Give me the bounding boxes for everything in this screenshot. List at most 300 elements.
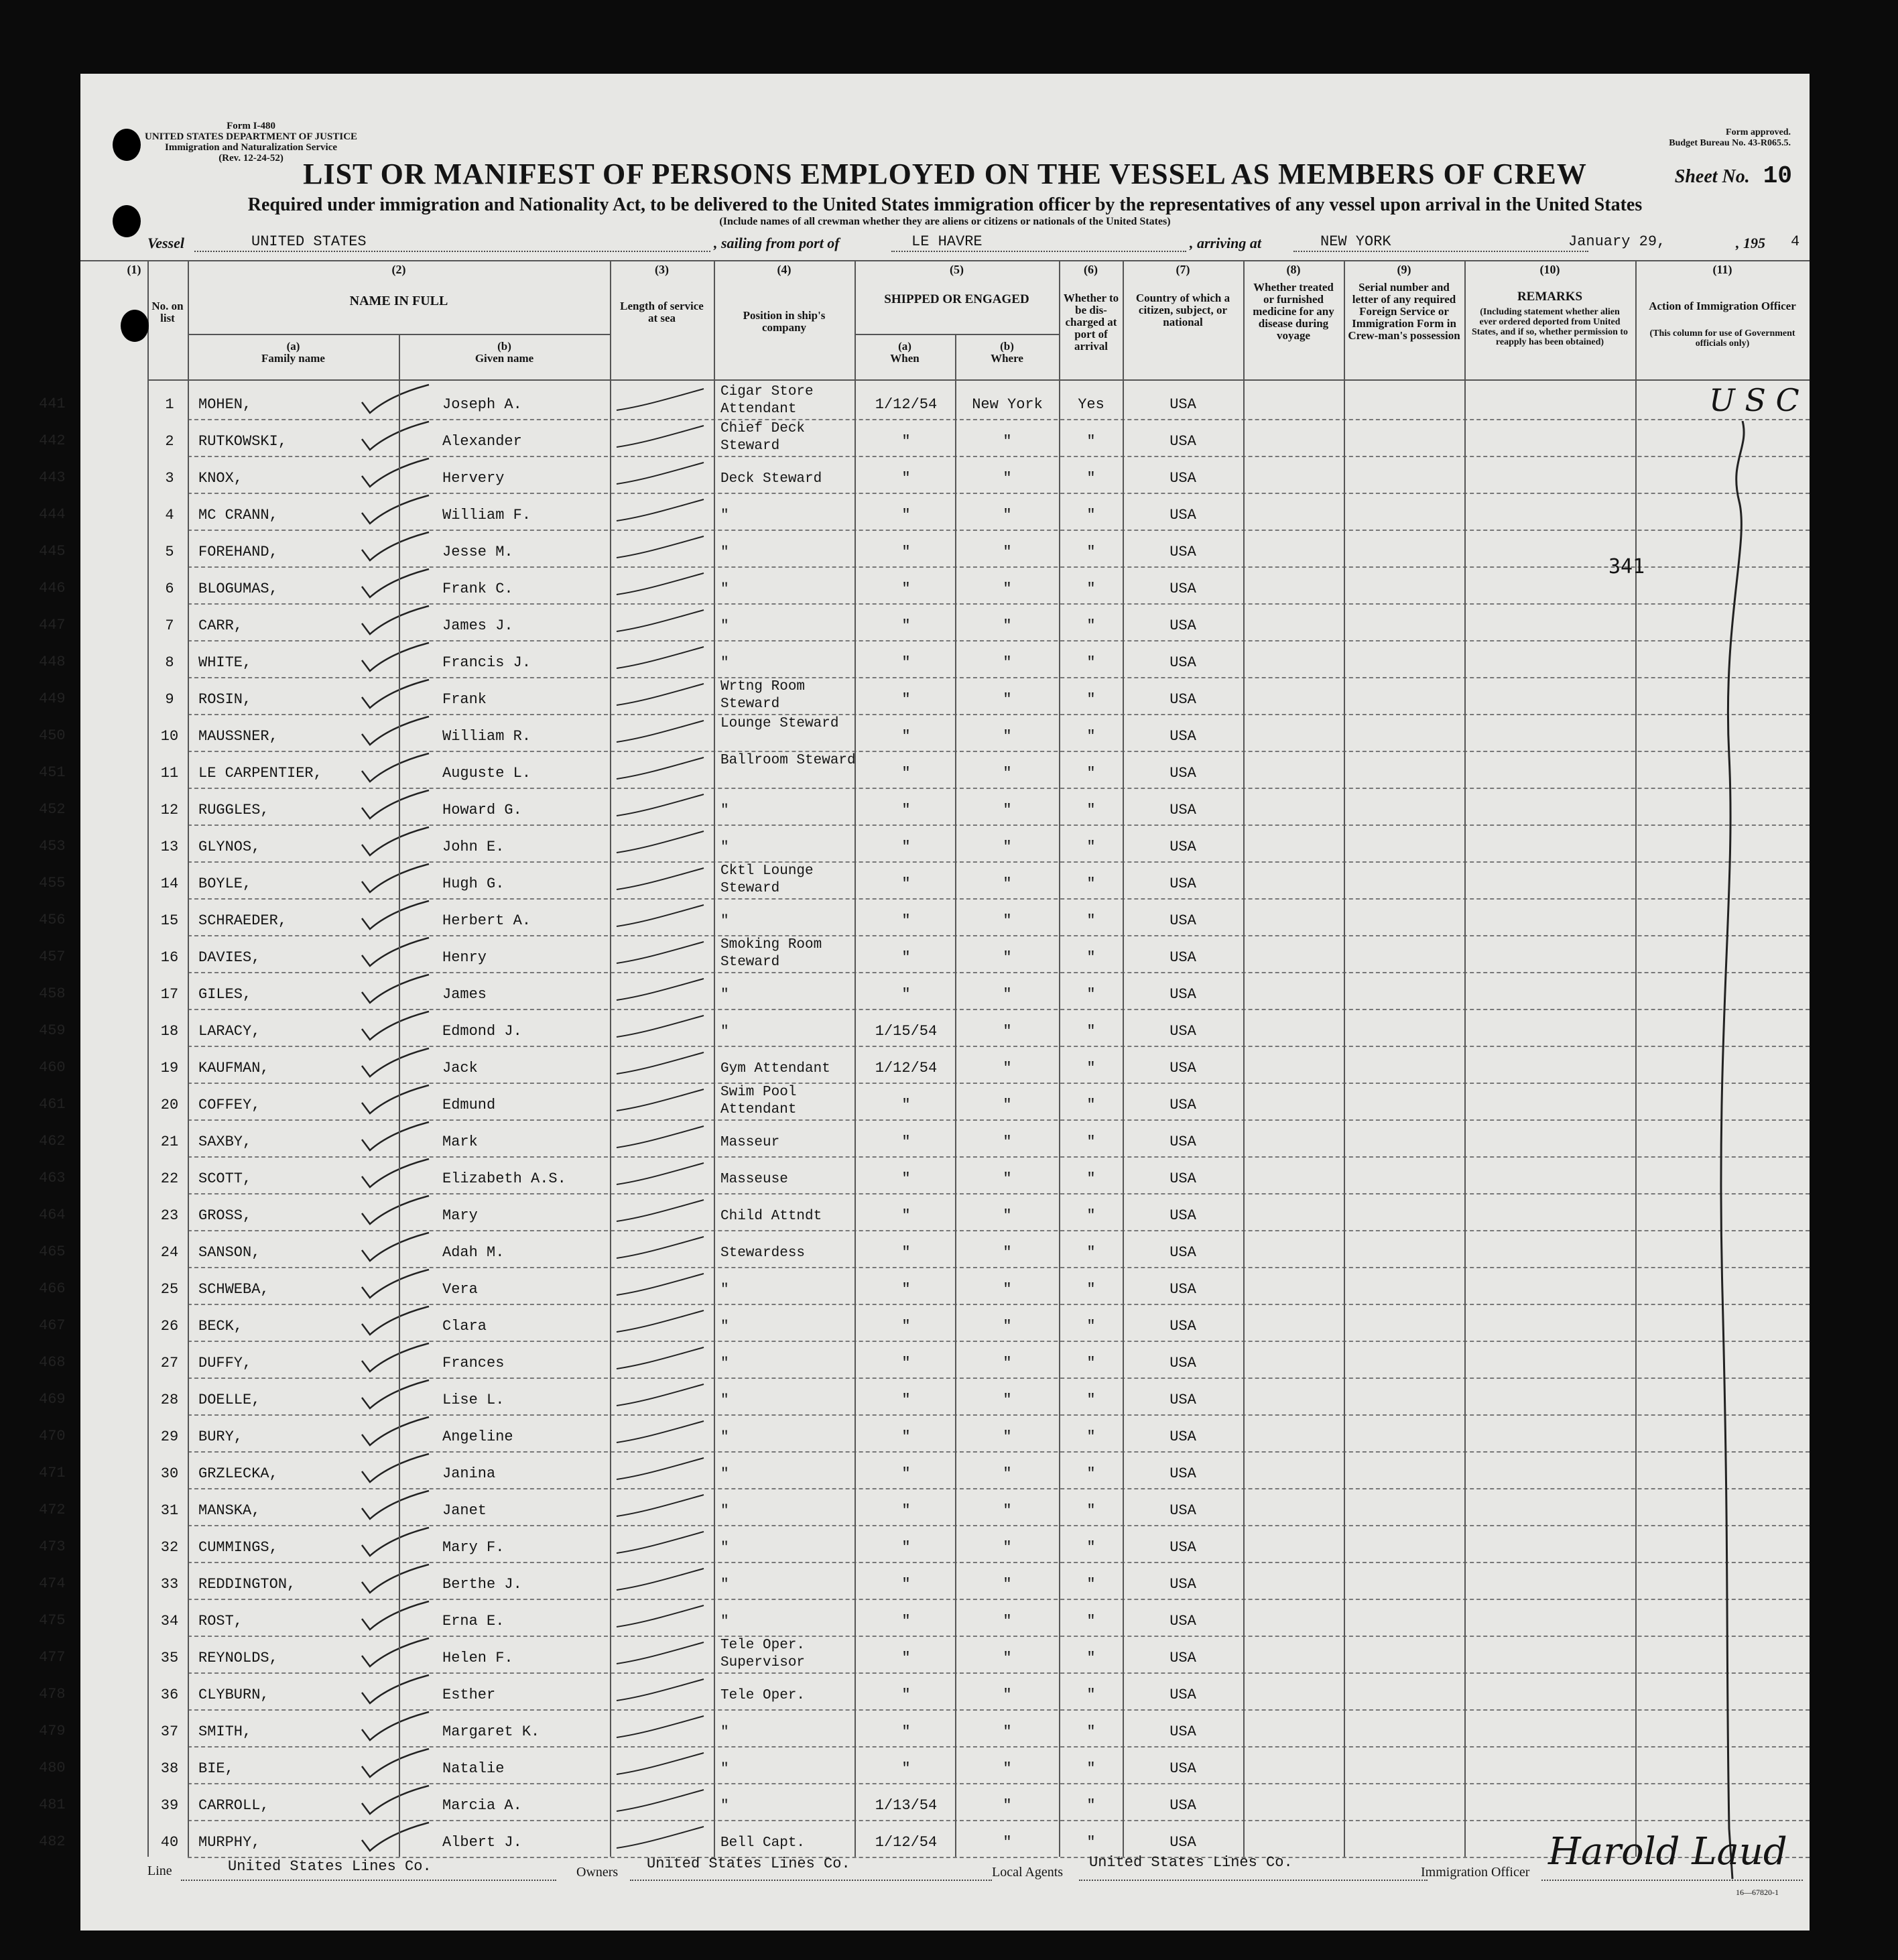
service-tick-mark: [610, 1083, 717, 1116]
cell-given: James J.: [442, 617, 513, 634]
cell-position: ": [720, 987, 729, 1003]
service-tick-mark: [610, 1820, 717, 1853]
cell-family: GRZLECKA,: [198, 1465, 278, 1482]
cell-when: ": [901, 544, 911, 560]
row-margin-number: 482: [39, 1833, 66, 1850]
cell-family: DAVIES,: [198, 949, 261, 966]
cell-where: ": [1003, 1023, 1012, 1040]
cell-given: Elizabeth A.S.: [442, 1170, 566, 1187]
cell-when: ": [901, 728, 911, 745]
cell-given: Herbert A.: [442, 912, 531, 929]
cell-country: USA: [1169, 507, 1196, 524]
cell-country: USA: [1169, 1650, 1196, 1666]
service-tick-mark: [610, 382, 717, 416]
cell-position: ": [720, 1540, 729, 1556]
cell-country: USA: [1169, 839, 1196, 855]
row-margin-number: 448: [39, 654, 66, 670]
cell-when: ": [901, 802, 911, 818]
service-tick-mark: [610, 898, 717, 932]
col-num-7: (7): [1176, 263, 1190, 276]
cell-position: Cigar Store Attendant: [720, 384, 814, 417]
row-margin-number: 469: [39, 1391, 66, 1408]
cell-family: GLYNOS,: [198, 839, 261, 855]
cell-discharge: ": [1086, 1060, 1096, 1077]
name-check-mark: [355, 1304, 436, 1341]
row-margin-number: 461: [39, 1096, 66, 1113]
cell-position: ": [720, 1024, 729, 1040]
cell-no: 2: [165, 433, 174, 450]
name-check-mark: [355, 493, 436, 530]
arrival-port: NEW YORK: [1320, 233, 1391, 250]
punch-hole: [121, 310, 149, 342]
name-check-mark: [355, 1083, 436, 1119]
col-num-8: (8): [1286, 263, 1301, 276]
cell-discharge: ": [1086, 470, 1096, 487]
cell-country: USA: [1169, 1613, 1196, 1630]
cell-given: Adah M.: [442, 1244, 505, 1261]
cell-family: CLYBURN,: [198, 1687, 269, 1703]
footer-officer-label: Immigration Officer: [1421, 1865, 1530, 1880]
cell-country: USA: [1169, 1097, 1196, 1113]
page-title: LIST OR MANIFEST OF PERSONS EMPLOYED ON THE VESSEL AS MEMBERS OF CREW: [303, 158, 1587, 190]
cell-position: Lounge Steward: [720, 716, 839, 731]
cell-country: USA: [1169, 875, 1196, 892]
service-tick-mark: [610, 640, 717, 674]
cell-country: USA: [1169, 1576, 1196, 1593]
header-family-text: Family name: [261, 352, 325, 365]
name-check-mark: [355, 1599, 436, 1636]
cell-position: Deck Steward: [720, 471, 822, 487]
cell-no: 31: [160, 1502, 179, 1519]
cell-position: Masseuse: [720, 1172, 788, 1187]
cell-when: ": [901, 433, 911, 450]
row-margin-number: 458: [39, 985, 66, 1002]
name-check-mark: [355, 1377, 436, 1414]
cell-family: SCHWEBA,: [198, 1281, 269, 1298]
cell-family: SMITH,: [198, 1723, 252, 1740]
cell-position: Stewardess: [720, 1245, 806, 1261]
service-tick-mark: [610, 1709, 717, 1743]
cell-given: Jack: [442, 1060, 478, 1077]
cell-discharge: ": [1086, 1834, 1096, 1851]
name-check-mark: [355, 1046, 436, 1083]
cell-discharge: ": [1086, 1134, 1096, 1150]
cell-given: John E.: [442, 839, 505, 855]
cell-position: Wrtng Room Steward: [720, 679, 806, 712]
cell-family: CUMMINGS,: [198, 1539, 278, 1556]
cell-no: 12: [160, 802, 179, 818]
cell-discharge: ": [1086, 1170, 1096, 1187]
cell-discharge: ": [1086, 1281, 1096, 1298]
cell-discharge: ": [1086, 802, 1096, 818]
cell-country: USA: [1169, 802, 1196, 818]
cell-given: Angeline: [442, 1428, 513, 1445]
col-num-1: (1): [127, 263, 141, 276]
header-serial-number: Serial number and letter of any required Foreign Service or Immigration Form in Crew-man's possession: [1348, 281, 1460, 342]
cell-where: ": [1003, 1170, 1012, 1187]
service-tick-mark: [610, 1009, 717, 1042]
cell-given: Berthe J.: [442, 1576, 522, 1593]
cell-discharge: ": [1086, 1539, 1096, 1556]
row-margin-number: 441: [39, 395, 66, 412]
cell-where: ": [1003, 1687, 1012, 1703]
cell-discharge: ": [1086, 1355, 1096, 1371]
cell-given: William F.: [442, 507, 531, 524]
cell-when: ": [901, 949, 911, 966]
service-tick-mark: [610, 1672, 717, 1706]
cell-where: ": [1003, 728, 1012, 745]
handwritten-vertical-line: [1702, 421, 1783, 1882]
header-where-letter: (b): [1000, 340, 1014, 353]
cell-discharge: Yes: [1078, 396, 1104, 413]
cell-discharge: ": [1086, 1723, 1096, 1740]
cell-family: MURPHY,: [198, 1834, 261, 1851]
cell-where: ": [1003, 1797, 1012, 1814]
cell-where: ": [1003, 654, 1012, 671]
service-tick-mark: [610, 1451, 717, 1485]
cell-position: Gym Attendant: [720, 1061, 830, 1077]
cell-when: 1/12/54: [875, 1060, 938, 1077]
cell-when: ": [901, 1428, 911, 1445]
cell-country: USA: [1169, 1834, 1196, 1851]
cell-discharge: ": [1086, 1502, 1096, 1519]
cell-discharge: ": [1086, 1797, 1096, 1814]
cell-no: 13: [160, 839, 179, 855]
cell-family: BOYLE,: [198, 875, 252, 892]
cell-country: USA: [1169, 580, 1196, 597]
cell-discharge: ": [1086, 765, 1096, 782]
service-tick-mark: [610, 1488, 717, 1522]
cell-given: Janet: [442, 1502, 487, 1519]
cell-where: ": [1003, 1760, 1012, 1777]
year-label: , 195: [1736, 235, 1765, 251]
cell-no: 35: [160, 1650, 179, 1666]
cell-discharge: ": [1086, 949, 1096, 966]
cell-no: 34: [160, 1613, 179, 1630]
footer-owners-label: Owners: [576, 1865, 619, 1880]
header-when-text: When: [890, 352, 920, 365]
cell-position: ": [720, 1282, 729, 1298]
name-check-mark: [355, 1414, 436, 1451]
cell-when: ": [901, 839, 911, 855]
service-tick-mark: [610, 1562, 717, 1595]
cell-family: GILES,: [198, 986, 252, 1003]
cell-country: USA: [1169, 1023, 1196, 1040]
footer-line-value: United States Lines Co.: [228, 1858, 432, 1875]
name-check-mark: [355, 1156, 436, 1193]
name-check-mark: [355, 1783, 436, 1820]
cell-given: Howard G.: [442, 802, 522, 818]
service-tick-mark: [610, 603, 717, 637]
cell-discharge: ": [1086, 1465, 1096, 1482]
row-margin-number: 477: [39, 1649, 66, 1666]
cell-when: ": [901, 470, 911, 487]
officer-signature: Harold Laud: [1548, 1830, 1787, 1874]
cell-position: ": [720, 1725, 729, 1740]
form-approval: [1669, 127, 1791, 149]
cell-when: ": [901, 912, 911, 929]
cell-position: ": [720, 508, 729, 524]
cell-given: Natalie: [442, 1760, 505, 1777]
row-margin-number: 466: [39, 1280, 66, 1297]
cell-when: ": [901, 580, 911, 597]
row-margin-number: 480: [39, 1760, 66, 1776]
row-margin-number: 459: [39, 1022, 66, 1039]
service-tick-mark: [610, 1377, 717, 1411]
row-margin-number: 452: [39, 801, 66, 818]
header-when: [855, 341, 955, 365]
cell-family: RUGGLES,: [198, 802, 269, 818]
cell-when: ": [901, 765, 911, 782]
cell-country: USA: [1169, 1797, 1196, 1814]
form-code: 16—67820-1: [1736, 1888, 1779, 1897]
cell-given: Jesse M.: [442, 544, 513, 560]
col-num-9: (9): [1397, 263, 1411, 276]
cell-no: 15: [160, 912, 179, 929]
row-margin-number: 455: [39, 875, 66, 892]
departure-port: LE HAVRE: [911, 233, 983, 250]
cell-country: USA: [1169, 544, 1196, 560]
cell-given: Albert J.: [442, 1834, 522, 1851]
cell-given: Janina: [442, 1465, 496, 1482]
col-num-11: (11): [1712, 263, 1732, 276]
row-margin-number: 481: [39, 1796, 66, 1813]
cell-discharge: ": [1086, 507, 1096, 524]
cell-discharge: ": [1086, 1613, 1096, 1630]
cell-country: USA: [1169, 470, 1196, 487]
row-margin-number: 462: [39, 1133, 66, 1150]
row-margin-number: 473: [39, 1538, 66, 1555]
cell-no: 6: [165, 580, 174, 597]
cell-given: Marcia A.: [442, 1797, 522, 1814]
cell-where: ": [1003, 1502, 1012, 1519]
footer-line-label: Line: [147, 1863, 172, 1878]
service-tick-mark: [610, 935, 717, 969]
row-margin-number: 471: [39, 1465, 66, 1481]
cell-discharge: ": [1086, 1576, 1096, 1593]
header-action: Action of Immigration Officer: [1649, 300, 1796, 312]
row-margin-number: 472: [39, 1502, 66, 1518]
cell-given: Mary F.: [442, 1539, 505, 1556]
cell-country: USA: [1169, 765, 1196, 782]
col-num-5: (5): [950, 263, 964, 276]
cell-discharge: ": [1086, 544, 1096, 560]
cell-position: ": [720, 1319, 729, 1335]
row-margin-number: 456: [39, 912, 66, 928]
cell-no: 5: [165, 544, 174, 560]
service-tick-mark: [610, 1119, 717, 1153]
cell-where: ": [1003, 1281, 1012, 1298]
header-remarks-note: (Including statement whether alien ever ordered deported from United States, and if so, whether permission to reapply has been obtained): [1471, 307, 1629, 347]
vessel-name: UNITED STATES: [251, 233, 367, 250]
name-check-mark: [355, 824, 436, 861]
cell-when: 1/13/54: [875, 1797, 938, 1814]
cell-position: ": [720, 1798, 729, 1814]
vessel-label: Vessel: [147, 235, 184, 251]
cell-family: SCOTT,: [198, 1170, 252, 1187]
cell-family: MAUSSNER,: [198, 728, 278, 745]
cell-where: ": [1003, 802, 1012, 818]
cell-position: Swim Pool Attendant: [720, 1085, 797, 1117]
cell-given: James: [442, 986, 487, 1003]
service-tick-mark: [610, 1304, 717, 1337]
name-check-mark: [355, 603, 436, 640]
cell-no: 37: [160, 1723, 179, 1740]
cell-discharge: ": [1086, 433, 1096, 450]
cell-no: 7: [165, 617, 174, 634]
cell-family: ROST,: [198, 1613, 243, 1630]
row-margin-number: 479: [39, 1723, 66, 1739]
cell-discharge: ": [1086, 1097, 1096, 1113]
arriving-label: , arriving at: [1190, 235, 1261, 251]
service-tick-mark: [610, 1525, 717, 1558]
service-tick-mark: [610, 1193, 717, 1227]
cell-where: ": [1003, 1613, 1012, 1630]
cell-when: ": [901, 1465, 911, 1482]
name-check-mark: [355, 1709, 436, 1746]
row-margin-number: 451: [39, 764, 66, 781]
cell-position: ": [720, 914, 729, 929]
cell-discharge: ": [1086, 875, 1096, 892]
cell-no: 3: [165, 470, 174, 487]
header-country: Country of which a citizen, subject, or national: [1135, 292, 1230, 328]
cell-family: MC CRANN,: [198, 507, 278, 524]
cell-country: USA: [1169, 1723, 1196, 1740]
name-check-mark: [355, 382, 436, 419]
cell-where: ": [1003, 912, 1012, 929]
row-margin-number: 442: [39, 432, 66, 449]
service-name: Immigration and Naturalization Service: [164, 142, 338, 153]
cell-given: Mark: [442, 1134, 478, 1150]
cell-discharge: ": [1086, 580, 1096, 597]
cell-family: CARR,: [198, 617, 243, 634]
cell-family: KAUFMAN,: [198, 1060, 269, 1077]
cell-when: ": [901, 1244, 911, 1261]
row-margin-number: 464: [39, 1207, 66, 1223]
name-check-mark: [355, 788, 436, 824]
name-check-mark: [355, 1525, 436, 1562]
cell-where: ": [1003, 691, 1012, 708]
service-tick-mark: [610, 824, 717, 858]
row-margin-number: 445: [39, 543, 66, 560]
service-tick-mark: [610, 861, 717, 895]
cell-given: Edmond J.: [442, 1023, 522, 1040]
cell-country: USA: [1169, 433, 1196, 450]
name-check-mark: [355, 1119, 436, 1156]
cell-no: 14: [160, 875, 179, 892]
cell-discharge: ": [1086, 1428, 1096, 1445]
cell-discharge: ": [1086, 1244, 1096, 1261]
name-check-mark: [355, 861, 436, 898]
row-margin-number: 446: [39, 580, 66, 597]
col-num-4: (4): [777, 263, 792, 276]
name-check-mark: [355, 640, 436, 677]
cell-country: USA: [1169, 1687, 1196, 1703]
header-medicine: Whether treated or furnished medicine for any disease during voyage: [1253, 281, 1334, 342]
sheet-number-label: Sheet No.: [1674, 166, 1750, 187]
cell-discharge: ": [1086, 1687, 1096, 1703]
cell-discharge: ": [1086, 654, 1096, 671]
header-where-text: Where: [991, 352, 1023, 365]
service-tick-mark: [610, 530, 717, 563]
budget-bureau-line: Budget Bureau No. 43-R065.5.: [1669, 138, 1791, 148]
name-check-mark: [355, 1488, 436, 1525]
cell-when: ": [901, 1502, 911, 1519]
service-tick-mark: [610, 1156, 717, 1190]
cell-given: Mary: [442, 1207, 478, 1224]
cell-family: BECK,: [198, 1318, 243, 1335]
cell-family: WHITE,: [198, 654, 252, 671]
cell-discharge: ": [1086, 912, 1096, 929]
cell-family: RUTKOWSKI,: [198, 433, 288, 450]
cell-no: 27: [160, 1355, 179, 1371]
cell-discharge: ": [1086, 1392, 1096, 1408]
cell-where: ": [1003, 839, 1012, 855]
cell-where: ": [1003, 986, 1012, 1003]
cell-position: ": [720, 1762, 729, 1777]
footer-agents-label: Local Agents: [992, 1865, 1064, 1880]
cell-no: 39: [160, 1797, 179, 1814]
name-check-mark: [355, 1636, 436, 1672]
cell-discharge: ": [1086, 1650, 1096, 1666]
cell-where: ": [1003, 1244, 1012, 1261]
name-check-mark: [355, 1193, 436, 1230]
cell-country: USA: [1169, 617, 1196, 634]
cell-when: ": [901, 1355, 911, 1371]
cell-family: SCHRAEDER,: [198, 912, 288, 929]
col-num-6: (6): [1084, 263, 1098, 276]
cell-no: 40: [160, 1834, 179, 1851]
cell-when: ": [901, 507, 911, 524]
cell-country: USA: [1169, 691, 1196, 708]
service-tick-mark: [610, 1341, 717, 1374]
service-tick-mark: [610, 566, 717, 600]
cell-family: MOHEN,: [198, 396, 252, 413]
cell-discharge: ": [1086, 1023, 1096, 1040]
cell-family: BLOGUMAS,: [198, 580, 278, 597]
cell-position: Chief Deck Steward: [720, 421, 806, 454]
cell-position: ": [720, 840, 729, 855]
cell-where: ": [1003, 1134, 1012, 1150]
cell-when: ": [901, 691, 911, 708]
cell-country: USA: [1169, 1134, 1196, 1150]
service-tick-mark: [610, 1230, 717, 1264]
cell-country: USA: [1169, 1318, 1196, 1335]
cell-family: GROSS,: [198, 1207, 252, 1224]
cell-no: 29: [160, 1428, 179, 1445]
service-tick-mark: [610, 714, 717, 747]
cell-when: ": [901, 875, 911, 892]
name-check-mark: [355, 935, 436, 972]
cell-position: Ballroom Steward: [720, 753, 856, 768]
cell-country: USA: [1169, 912, 1196, 929]
row-margin-number: 474: [39, 1575, 66, 1592]
header-no-on-list: No. on list: [151, 300, 184, 324]
cell-given: Erna E.: [442, 1613, 505, 1630]
cell-given: Hervery: [442, 470, 505, 487]
cell-family: CARROLL,: [198, 1797, 269, 1814]
cell-where: ": [1003, 1834, 1012, 1851]
cell-where: ": [1003, 470, 1012, 487]
voyage-line: [80, 228, 1810, 255]
row-margin-number: 463: [39, 1170, 66, 1186]
cell-family: BURY,: [198, 1428, 243, 1445]
cell-where: ": [1003, 1392, 1012, 1408]
row-margin-number: 465: [39, 1243, 66, 1260]
cell-discharge: ": [1086, 1318, 1096, 1335]
cell-country: USA: [1169, 1170, 1196, 1187]
service-tick-mark: [610, 493, 717, 526]
